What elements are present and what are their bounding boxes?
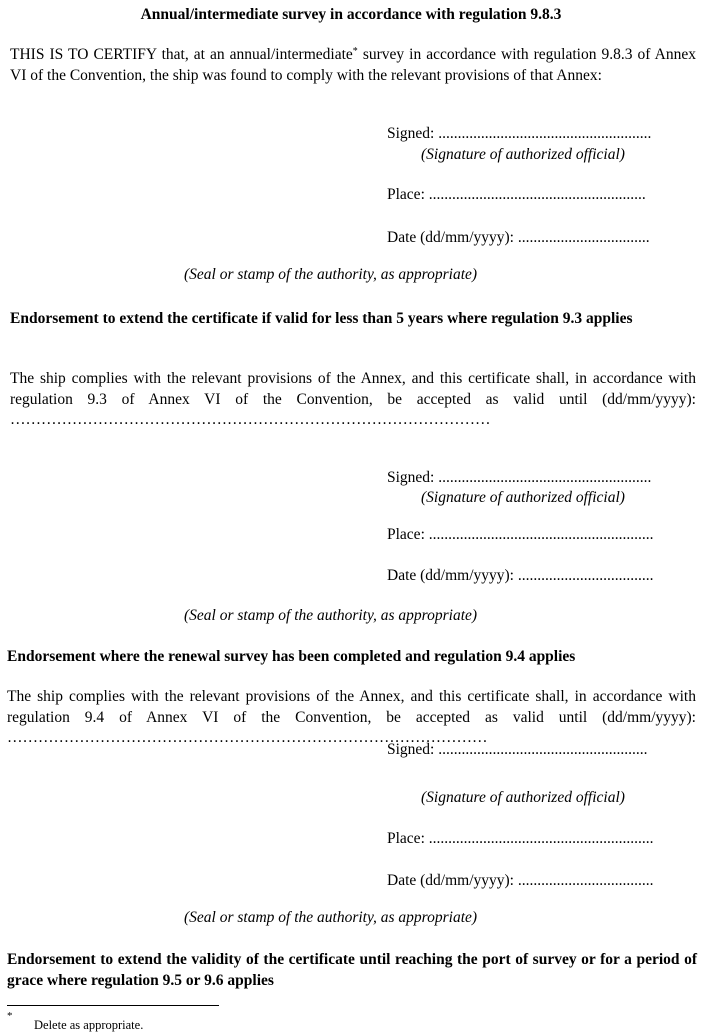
section3-validity-paragraph: The ship complies with the relevant provisions of the Annex, and this certificate shall, in accordance with regulation 9.4 of Annex VI of the Convention, be accepted as valid until (dd/mm/yyyy): ………………………………………………………………………………… xyxy=(7,688,696,746)
section1-signed-line: Signed: ....................................................... xyxy=(387,125,652,142)
section2-heading: Endorsement to extend the certificate if valid for less than 5 years where regulation 9.3 applies xyxy=(10,310,633,327)
section3-seal-caption: (Seal or stamp of the authority, as appropriate) xyxy=(184,909,478,926)
section1-certify-paragraph xyxy=(10,45,696,86)
section2-seal-caption: (Seal or stamp of the authority, as appropriate) xyxy=(184,607,478,624)
section1-heading: Annual/intermediate survey in accordance with regulation 9.8.3 xyxy=(140,6,562,23)
section3-signed-line: Signed: ...................................................... xyxy=(387,741,648,758)
section3-signature-caption: (Signature of authorized official) xyxy=(421,789,625,806)
section2-signed-line: Signed: ....................................................... xyxy=(387,469,652,486)
section1-para-part-b: survey in accordance with regulation 9.8.3 of Annex VI of the Convention, the ship was found to comply with the relevant provisions of that Annex: xyxy=(10,46,696,84)
section1-signature-caption: (Signature of authorized official) xyxy=(421,146,625,163)
section1-seal-caption: (Seal or stamp of the authority, as appropriate) xyxy=(184,266,478,283)
footnote-divider xyxy=(7,1005,219,1006)
section3-heading: Endorsement where the renewal survey has been completed and regulation 9.4 applies xyxy=(7,648,576,665)
section2-signature-caption: (Signature of authorized official) xyxy=(421,489,625,506)
section1-footnote-marker: * xyxy=(352,46,358,57)
section3-place-line: Place: .......................................................... xyxy=(387,830,654,847)
footnote-marker: * xyxy=(7,1010,13,1022)
section1-place-line: Place: ........................................................ xyxy=(387,186,646,203)
section1-date-line: Date (dd/mm/yyyy): .................................. xyxy=(387,229,650,246)
section2-validity-paragraph: The ship complies with the relevant provisions of the Annex, and this certificate shall, in accordance with regulation 9.3 of Annex VI of the Convention, be accepted as valid until (dd/mm/yyyy): ………………………………………………………………………………… xyxy=(10,370,696,428)
section1-para-part-a: THIS IS TO CERTIFY that, at an annual/intermediate xyxy=(10,46,353,63)
section4-heading: Endorsement to extend the validity of the certificate until reaching the port of survey or for a period of grace where regulation 9.5 or 9.6 applies xyxy=(7,951,697,989)
footnote-text: Delete as appropriate. xyxy=(34,1018,144,1032)
section2-date-line: Date (dd/mm/yyyy): ................................... xyxy=(387,567,654,584)
section3-date-line: Date (dd/mm/yyyy): ................................... xyxy=(387,872,654,889)
section2-place-line: Place: .......................................................... xyxy=(387,526,654,543)
